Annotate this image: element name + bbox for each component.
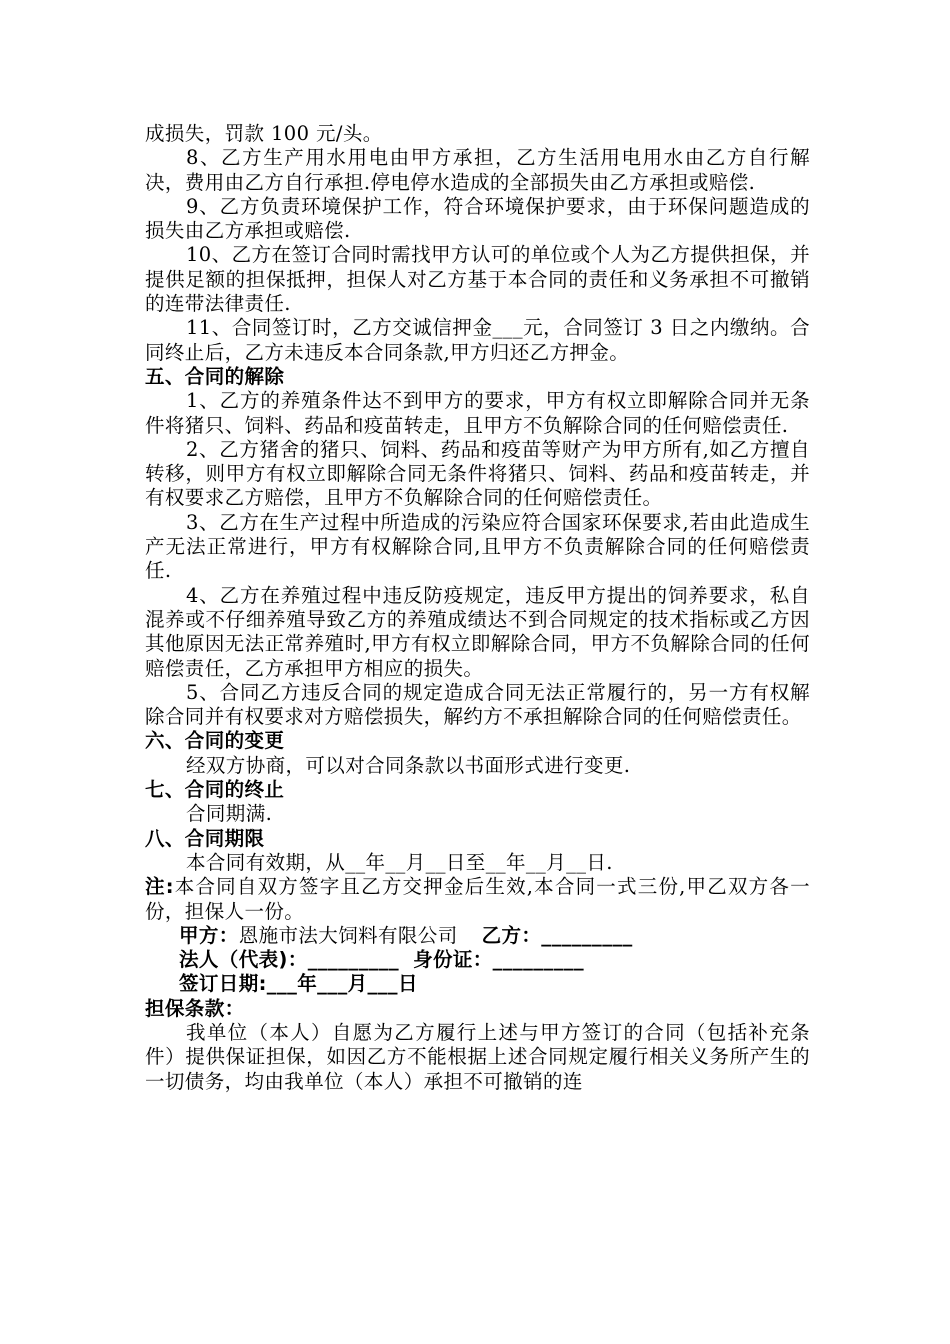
party-a-label: 甲方： (179, 923, 239, 947)
termination-clause-2: 2、乙方猪舍的猪只、饲料、药品和疫苗等财产为甲方所有,如乙方擅自转移，则甲方有权立即解除合同无条件将猪只、饲料、药品和疫苗转走，并有权要求乙方赔偿，且甲方不负解除合同的任何赔偿责任。 (145, 437, 810, 510)
section-6-heading: 六、合同的变更 (145, 729, 285, 753)
termination-clause-5: 5、合同乙方违反合同的规定造成合同无法正常履行的，另一方有权解除合同并有权要求对方赔偿损失，解约方不承担解除合同的任何赔偿责任。 (145, 680, 810, 729)
id-card-field: 身份证：_________ (413, 948, 585, 972)
note-label: 注: (145, 875, 174, 899)
party-b-field: 乙方：_________ (481, 923, 633, 947)
party-a-name: 恩施市法大饲料有限公司 (238, 923, 458, 947)
clause-11: 11、合同签订时，乙方交诚信押金___元，合同签订 3 日之内缴纳。合同终止后，乙方未违反本合同条款,甲方归还乙方押金。 (145, 316, 810, 364)
section-5-heading: 五、合同的解除 (145, 364, 285, 388)
clause-10: 10、乙方在签订合同时需找甲方认可的单位或个人为乙方提供担保，并提供足额的担保抵押，担保人对乙方基于本合同的责任和义务承担不可撤销的连带法律责任. (145, 243, 810, 316)
termination-clause-3: 3、乙方在生产过程中所造成的污染应符合国家环保要求,若由此造成生产无法正常进行，甲方有权解除合同,且甲方不负责解除合同的任何赔偿责任. (145, 510, 810, 583)
change-clause: 经双方协商，可以对合同条款以书面形式进行变更. (186, 753, 631, 777)
termination-clause-1: 1、乙方的养殖条件达不到甲方的要求，甲方有权立即解除合同并无条件将猪只、饲料、药品和疫苗转走，且甲方不负解除合同的任何赔偿责任. (145, 389, 810, 437)
signature-parties (145, 924, 810, 948)
section-7-heading: 七、合同的终止 (145, 778, 285, 802)
legal-rep-field: 法人（代表)：_________ (179, 948, 400, 972)
clause-8: 8、乙方生产用水用电由甲方承担，乙方生活用电用水由乙方自行解决，费用由乙方自行承担.停电停水造成的全部损失由乙方承担或赔偿. (145, 146, 810, 194)
note-paragraph (145, 875, 810, 924)
section-8-heading: 八、合同期限 (145, 826, 265, 850)
contract-page (145, 122, 810, 1094)
guarantee-heading: 担保条款： (145, 996, 245, 1020)
note-text: 本合同自双方签字且乙方交押金后生效,本合同一式三份,甲乙双方各一份，担保人一份。 (145, 875, 810, 923)
guarantee-clause: 我单位（本人）自愿为乙方履行上述与甲方签订的合同（包括补充条件）提供保证担保，如因乙方不能根据上述合同规定履行相关义务所产生的一切债务，均由我单位（本人）承担不可撤销的连 (145, 1020, 810, 1093)
signature-date: 签订日期:___年___月___日 (179, 972, 418, 996)
term-clause: 本合同有效期，从__年__月__日至__年__月__日. (186, 850, 613, 874)
paragraph-penalty: 成损失，罚款 100 元/头。 (145, 122, 383, 145)
clause-9: 9、乙方负责环境保护工作，符合环境保护要求，由于环保问题造成的损失由乙方承担或赔偿. (145, 194, 810, 243)
termination-clause-4: 4、乙方在养殖过程中违反防疫规定，违反甲方提出的饲养要求，私自混养或不仔细养殖导致乙方的养殖成绩达不到合同规定的技术指标或乙方因其他原因无法正常养殖时,甲方有权立即解除合同，甲方不负解除合同的任何赔偿责任，乙方承担甲方相应的损失。 (145, 583, 810, 680)
end-clause: 合同期满. (186, 802, 273, 826)
signature-legal (145, 948, 810, 972)
